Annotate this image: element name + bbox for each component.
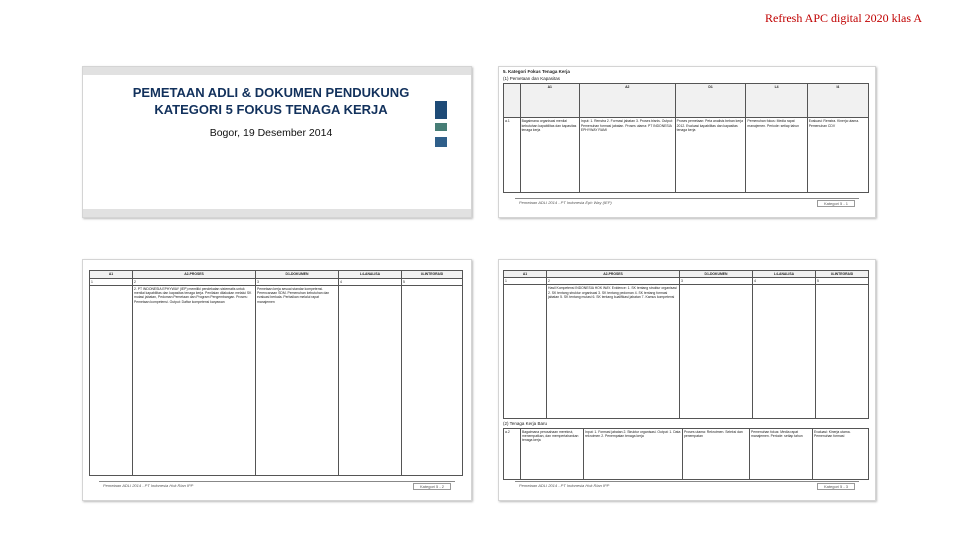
decor-block [435,101,447,119]
adli-table [503,270,869,419]
section-subheading: (1) Pemetaan dan Kapasitas [503,76,561,81]
slide-thumbnail-table-3[interactable] [498,259,876,501]
table-cell: Proses pemetaan: Peta analisis beban kerja 2012. Evaluasi kapabilitas dan kapasitas tenaga kerja [675,118,746,193]
slide-bottom-bar [83,209,471,217]
table-header: L4 [746,84,807,118]
table-header: A1 [520,84,579,118]
col-number: 1 [90,278,133,286]
table-cell [504,285,547,419]
table-header: A2 [579,84,675,118]
footer-left: Pemetaan ADLI 2014 - PT Indonesia Eph Way (IEP) [519,200,612,205]
row-id: a.2 [504,429,521,480]
adli-table [89,270,463,476]
table-cell: Pemenuhan fokus: Media rapat manajemen. Periode: setiap tahun [746,118,807,193]
decor-block [435,137,447,147]
table-cell [680,285,753,419]
adli-table-lower [503,428,869,480]
table-cell: Hasil Kompetensi INDONESIA HOK WAY. Evidence: 1. SK tentang struktur organisasi 2. SK tentang struktur organisasi 3. SK tentang pedoman 4. SK tentang formasi jabatan 5. SK tentang mutasi 6. SK tentang kualifikasi jabatan 7. Kamus kompetensi [547,285,680,419]
slide-thumbnail-table-1[interactable] [498,66,876,218]
slide-title-line1: PEMETAAN ADLI & DOKUMEN PENDUKUNG [132,85,410,100]
footer-page: Kategori 5 - 2 [413,483,451,490]
col-number: 2 [547,278,680,285]
slide-thumbnail-table-2[interactable] [82,259,472,501]
table-header: I4 [807,84,868,118]
table-cell [816,285,869,419]
table-cell: Evaluasi: Kinerja utama. Pemenuhan formasi [813,429,869,480]
table-cell: Proses utama: Rekrutmen. Seleksi dan penempatan [683,429,750,480]
col-number: 5 [402,278,463,286]
decor-block [435,123,447,131]
table-header: I4-INTEGRASI [402,271,463,279]
table-header: A2-PROSES [133,271,256,279]
table-cell: Bagaimana organisasi menilai kebutuhan kapabilitas dan kapasitas tenaga kerja [520,118,579,193]
table-header: I4-INTEGRASI [816,271,869,278]
slide-footer [99,481,455,490]
slide-date: Bogor, 19 Desember 2014 [209,127,333,139]
section-subheading: (2) Tenaga Kerja Baru [503,421,547,426]
table-cell [753,285,816,419]
table-header [504,84,521,118]
footer-page: Kategori 5 - 3 [817,483,855,490]
footer-left: Pemetaan ADLI 2014 - PT Indonesia Hok Rian IPP [519,483,610,488]
table-header: D1-DOKUMEN [680,271,753,278]
slide-title-line2: KATEGORI 5 FOKUS TENAGA KERJA [154,102,388,117]
table-cell [339,286,402,476]
table-header: A1 [90,271,133,279]
col-number: 5 [816,278,869,285]
table-cell: Evaluasi: Renstra. Kinerja utama. Pemenuhan CDV [807,118,868,193]
table-cell [90,286,133,476]
col-number: 3 [256,278,339,286]
table-header: D1-DOKUMEN [256,271,339,279]
table-cell: Input: 1. Formasi jabatan 2. Struktur organisasi. Output: 1. Data rekrutmen 2. Penempatan tenaga kerja [584,429,683,480]
corner-title: Refresh APC digital 2020 klas A [765,11,922,25]
table-cell: Pemenuhan fokus: Media rapat manajemen. Periode: setiap tahun [750,429,813,480]
col-number: 1 [504,278,547,285]
table-header: A2-PROSES [547,271,680,278]
col-number: 4 [339,278,402,286]
col-number: 3 [680,278,753,285]
table-cell: Pemetaan kerja sesuai standar kompetensi. Perencanaan SDM. Pemenuhan kebutuhan dan evaluasi berkala. Perbaikan melalui rapat manajemen [256,286,339,476]
slide-top-bar [83,67,471,75]
slide-footer [515,198,859,207]
footer-page: Kategori 5 - 1 [817,200,855,207]
table-cell [402,286,463,476]
table-header: L4-ANALISA [753,271,816,278]
slide-thumbnail-title[interactable] [82,66,472,218]
table-cell: 2. PT INDONESIA EPHYWAY (IEP) memiliki pendekatan sistematis untuk menilai kapabilitas dan kapasitas tenaga kerja. Penilaian dilakukan melalui SK mutasi jabatan, Pedoman Pemetaan dan Program Pengembangan. Proses: Pemetaan kompetensi. Output: Daftar kompetensi karyawan [133,286,256,476]
table-cell: Bagaimana perusahaan merekrut, menempatkan, dan mempertahankan tenaga kerja [521,429,584,480]
table-cell: Input: 1. Renstra 2. Formasi jabatan 3. Proses bisnis. Output: Pemenuhan formasi jabatan. Proses utama: PT INDONESIA EPHYWAY RAMI [579,118,675,193]
slide-footer [515,481,859,490]
section-heading: 5. Kategori Fokus Tenaga Kerja [503,69,570,74]
adli-table [503,83,869,193]
table-header: L4-ANALISA [339,271,402,279]
table-header: A1 [504,271,547,278]
table-header: D1 [675,84,746,118]
col-number: 2 [133,278,256,286]
col-number: 4 [753,278,816,285]
footer-left: Pemetaan ADLI 2014 - PT Indonesia Hok Rian IPP [103,483,194,488]
row-id: a.1 [504,118,521,193]
